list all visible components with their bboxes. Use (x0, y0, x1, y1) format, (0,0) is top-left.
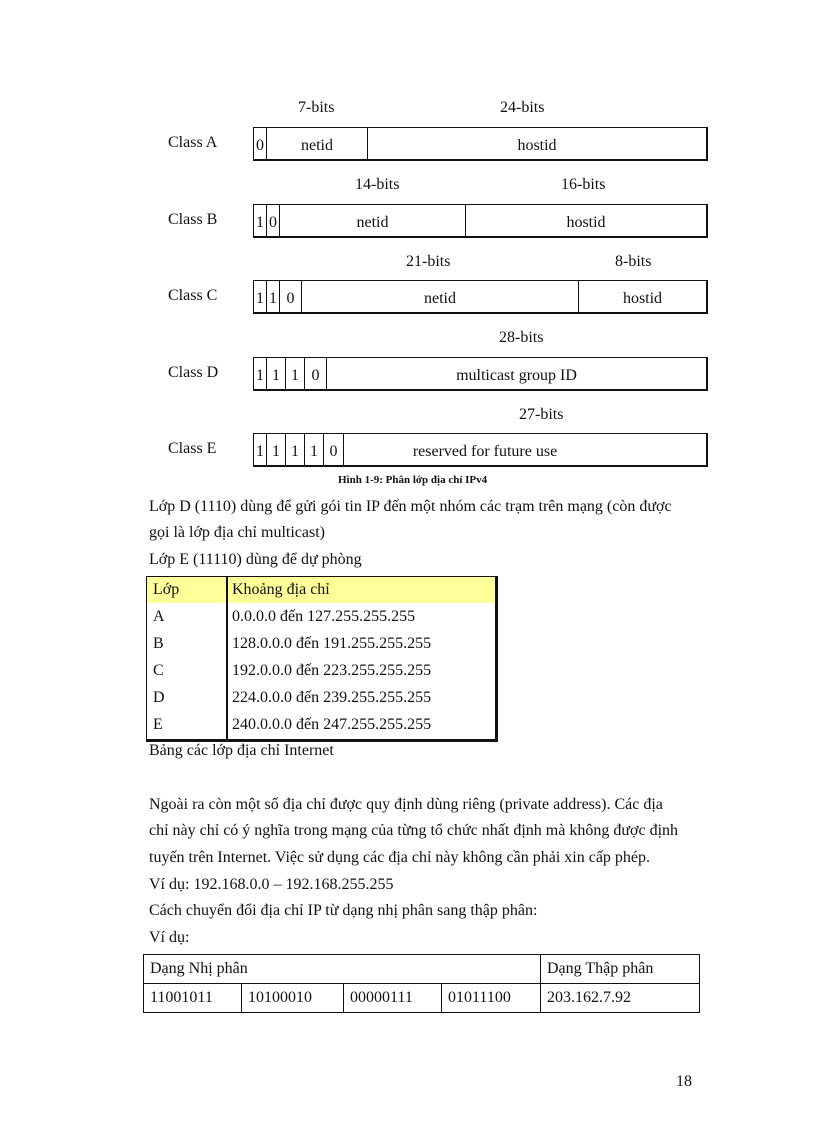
binary-header: Dạng Nhị phân (144, 955, 541, 984)
range-cell: 224.0.0.0 đến 239.255.255.255 (232, 688, 432, 706)
class-a-netid-field: netid (267, 128, 368, 159)
class-d-bit: 1 (267, 358, 286, 389)
class-cell: D (147, 684, 228, 711)
class-b-bit: 0 (267, 205, 280, 236)
range-cell: 192.0.0.0 đến 223.255.255.255 (232, 661, 432, 679)
column-header-range: Khoảng địa chỉ (227, 577, 497, 604)
class-e-bit: 0 (324, 434, 344, 465)
class-c-hostid-field: hostid (622, 290, 663, 307)
class-e-bits-label: 27-bits (519, 406, 564, 423)
class-c-bitfield (253, 280, 708, 314)
page-number: 18 (676, 1073, 692, 1090)
class-d-text-line1: Lớp D (1110) dùng để gửi gói tin IP đến một nhóm các trạm trên mạng (còn được (149, 498, 672, 515)
table-row (147, 711, 497, 741)
binary-octet-cell: 10100010 (242, 984, 344, 1013)
table-header-row (144, 955, 700, 984)
class-c-hostid-bits-label: 8-bits (615, 253, 652, 270)
class-a-bitfield (253, 127, 708, 161)
binary-octet-cell: 11001011 (144, 984, 242, 1013)
class-b-label: Class B (168, 211, 218, 228)
class-d-bits-label: 28-bits (499, 329, 544, 346)
conversion-table (143, 954, 700, 1013)
class-c-bit: 1 (254, 281, 267, 312)
conversion-intro: Cách chuyển đổi địa chỉ IP từ dạng nhị phân sang thập phân: (149, 902, 538, 919)
class-e-bit: 1 (254, 434, 267, 465)
class-d-bit: 1 (286, 358, 305, 389)
private-example: Ví dụ: 192.168.0.0 – 192.168.255.255 (149, 876, 394, 893)
private-text-line3: tuyến trên Internet. Việc sử dụng các địa chỉ này không cần phải xin cấp phép. (149, 849, 651, 866)
class-cell: E (147, 711, 228, 741)
decimal-header: Dạng Thập phân (541, 955, 700, 984)
class-d-text-line2: gọi là lớp địa chỉ multicast) (149, 524, 325, 541)
decimal-cell: 203.162.7.92 (541, 984, 700, 1013)
class-b-bit: 1 (254, 205, 267, 236)
class-cell: B (147, 630, 228, 657)
class-a-bit: 0 (254, 128, 267, 159)
class-b-hostid-bits-label: 16-bits (561, 176, 606, 193)
example-label: Ví dụ: (149, 929, 190, 946)
class-b-netid-bits-label: 14-bits (355, 176, 400, 193)
class-d-label: Class D (168, 364, 219, 381)
binary-octet-cell: 00000111 (344, 984, 442, 1013)
table-header-row (147, 577, 497, 604)
class-a-label: Class A (168, 134, 218, 151)
class-a-netid-bits-label: 7-bits (298, 99, 335, 116)
binary-octet-cell: 01011100 (442, 984, 541, 1013)
range-cell: 240.0.0.0 đến 247.255.255.255 (232, 716, 432, 733)
class-e-bitfield (253, 433, 708, 467)
class-cell: A (147, 603, 228, 630)
figure-caption: Hình 1-9: Phân lớp địa chỉ IPv4 (338, 474, 488, 486)
class-c-bit: 1 (267, 281, 280, 312)
column-header-class: Lớp (147, 577, 228, 604)
class-e-reserved-field: reserved for future use (412, 443, 558, 460)
class-e-bit: 1 (305, 434, 324, 465)
private-text-line1: Ngoài ra còn một số địa chỉ được quy định dùng riêng (private address). Các địa (149, 796, 663, 813)
range-cell: 128.0.0.0 đến 191.255.255.255 (232, 634, 432, 652)
address-range-table (146, 576, 498, 742)
class-d-multicast-field: multicast group ID (456, 367, 577, 384)
class-a-hostid-bits-label: 24-bits (500, 99, 545, 116)
private-text-line2: chỉ này chỉ có ý nghĩa trong mạng của từng tổ chức nhất định mà không được định (149, 822, 679, 839)
table-row (147, 684, 497, 711)
class-d-bitfield (253, 357, 708, 391)
table-row (147, 603, 497, 630)
class-c-label: Class C (168, 287, 218, 304)
class-b-bitfield (253, 204, 708, 238)
class-c-netid-bits-label: 21-bits (406, 253, 451, 270)
class-c-bit: 0 (280, 281, 302, 312)
class-b-hostid-field: hostid (566, 214, 606, 231)
class-e-bit: 1 (267, 434, 286, 465)
table-row (144, 984, 700, 1013)
table-caption: Bảng các lớp địa chỉ Internet (149, 742, 334, 759)
table-row (147, 657, 497, 684)
class-a-hostid-field: hostid (517, 137, 557, 154)
class-d-bit: 0 (305, 358, 327, 389)
class-c-netid-field: netid (302, 281, 579, 312)
table-row (147, 630, 497, 657)
range-cell: 0.0.0.0 đến 127.255.255.255 (232, 607, 416, 625)
class-e-label: Class E (168, 440, 217, 457)
class-e-bit: 1 (286, 434, 305, 465)
class-cell: C (147, 657, 228, 684)
class-d-bit: 1 (254, 358, 267, 389)
class-b-netid-field: netid (280, 205, 466, 236)
class-e-text: Lớp E (11110) dùng để dự phòng (149, 551, 362, 568)
